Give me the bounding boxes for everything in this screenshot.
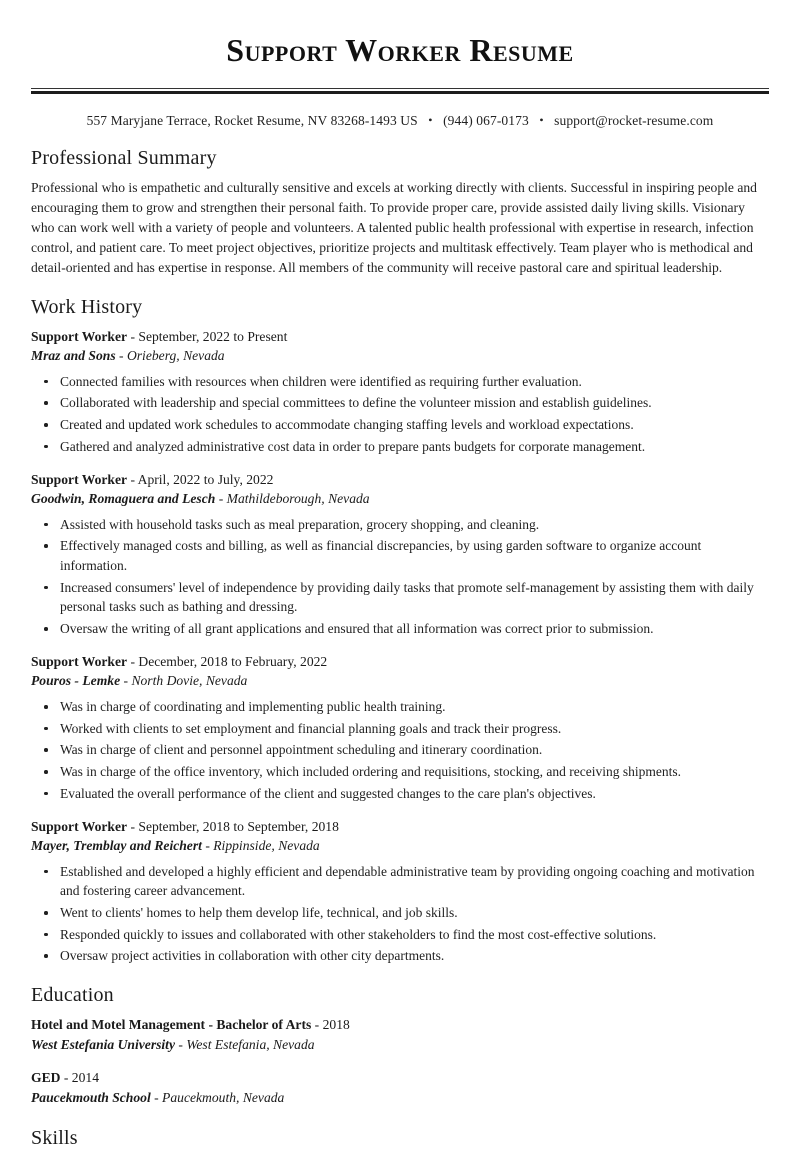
work-entry-dates: December, 2018 to February, 2022 <box>138 653 328 669</box>
work-entry-role: Support Worker <box>31 471 128 487</box>
list-item: Went to clients' homes to help them develop life, technical, and job skills. <box>31 903 769 923</box>
contact-line <box>31 113 769 129</box>
list-item: Oversaw project activities in collaboration with other city departments. <box>31 946 769 966</box>
work-entry <box>31 327 769 457</box>
work-entry-dash-2: - <box>115 348 127 364</box>
list-item: Oversaw the writing of all grant applications and ensured that all information was correct prior to submission. <box>31 619 769 639</box>
education-dash: - <box>311 1017 323 1033</box>
contact-separator-2: • <box>539 112 544 127</box>
work-entry-dash: - <box>127 653 139 669</box>
list-item: Was in charge of coordinating and implementing public health training. <box>31 697 769 717</box>
work-entry-dash: - <box>127 328 139 344</box>
list-item: Connected families with resources when children were identified as requiring further evaluation. <box>31 372 769 392</box>
contact-address: 557 Maryjane Terrace, Rocket Resume, NV 83268-1493 US <box>86 112 418 128</box>
list-item: Collaborated with leadership and special committees to define the volunteer mission and establish guidelines. <box>31 393 769 413</box>
work-entry <box>31 817 769 967</box>
education-year: 2014 <box>71 1069 99 1085</box>
work-entry-bullets <box>31 862 769 967</box>
work-entry-organization: Pouros - Lemke <box>31 673 121 689</box>
education-entry-header <box>31 1015 769 1035</box>
contact-phone: (944) 067-0173 <box>443 112 529 128</box>
education-entry-subheader <box>31 1088 769 1108</box>
work-entry-location: Rippinside, Nevada <box>213 838 320 854</box>
work-entry-header <box>31 470 769 490</box>
work-entry-location: Mathildeborough, Nevada <box>226 491 370 507</box>
work-entry-role: Support Worker <box>31 653 128 669</box>
work-entry-dates: April, 2022 to July, 2022 <box>137 471 274 487</box>
section-education <box>31 983 769 1107</box>
list-item: Was in charge of client and personnel appointment scheduling and itinerary coordination. <box>31 740 769 760</box>
section-heading-education: Education <box>31 984 114 1007</box>
education-dash: - <box>60 1069 72 1085</box>
education-location: Paucekmouth, Nevada <box>162 1089 285 1105</box>
education-school: Paucekmouth School <box>31 1089 151 1105</box>
work-entry-header <box>31 652 769 672</box>
work-entry-header <box>31 817 769 837</box>
list-item: Was in charge of the office inventory, which included ordering and requisitions, stocking, and receiving shipments. <box>31 762 769 782</box>
work-entry-dates: September, 2018 to September, 2018 <box>138 818 339 834</box>
education-entry <box>31 1068 769 1108</box>
summary-text: Professional who is empathetic and culturally sensitive and excels at working directly with clients. Successful in inspiring people and encouraging them to grow and strengthen their personal faith. To provide proper care, provide assisted daily living skills. Visionary who can work well with a variety of people and volunteers. A talented public health professional with expertise in research, infection control, and patient care. To meet project objectives, prioritize projects and multitask effectively. Team player who is methodical and detail-oriented and has expertise in response. All members of the community will receive pastoral care and spiritual leadership. <box>31 179 757 275</box>
work-entry <box>31 470 769 639</box>
list-item: Gathered and analyzed administrative cost data in order to prepare pants budgets for corporate management. <box>31 437 769 457</box>
section-heading-skills: Skills <box>31 1126 78 1149</box>
work-entry-header <box>31 327 769 347</box>
work-entry <box>31 652 769 804</box>
education-school: West Estefania University <box>31 1037 175 1052</box>
work-entry-dash-2: - <box>201 838 214 854</box>
section-skills <box>31 1126 769 1151</box>
work-entry-bullets <box>31 515 769 639</box>
work-entry-subheader <box>31 489 769 509</box>
work-entry-location: Orieberg, Nevada <box>126 348 225 364</box>
work-entry-role: Support Worker <box>31 818 128 834</box>
list-item: Effectively managed costs and billing, as well as financial discrepancies, by using garden software to organize account information. <box>31 536 769 575</box>
education-dash-2: - <box>150 1089 163 1105</box>
work-entry-location: North Dovie, Nevada <box>131 673 248 689</box>
list-item: Increased consumers' level of independence by providing daily tasks that promote self-management by assisting them with daily personal tasks such as bathing and dressing. <box>31 578 769 617</box>
work-entry-bullets <box>31 697 769 804</box>
work-entry-dates: September, 2022 to Present <box>138 328 288 344</box>
list-item: Created and updated work schedules to accommodate changing staffing levels and workload expectations. <box>31 415 769 435</box>
section-work-history <box>31 295 769 967</box>
header-divider <box>31 88 769 94</box>
section-professional-summary <box>31 146 769 278</box>
contact-separator-1: • <box>428 112 433 127</box>
contact-email: support@rocket-resume.com <box>554 112 714 128</box>
page-title: Support Worker Resume <box>226 32 574 68</box>
section-heading-summary: Professional Summary <box>31 146 217 169</box>
education-entry <box>31 1015 769 1055</box>
list-item: Worked with clients to set employment and financial planning goals and track their progress. <box>31 719 769 739</box>
work-entry-subheader <box>31 346 769 366</box>
work-entry-dash-2: - <box>120 673 132 689</box>
work-entry-subheader <box>31 836 769 856</box>
education-location: West Estefania, Nevada <box>186 1037 315 1052</box>
education-degree: GED <box>31 1069 61 1085</box>
work-entry-organization: Mayer, Tremblay and Reichert <box>31 838 202 854</box>
education-entry-header <box>31 1068 769 1088</box>
education-degree: Hotel and Motel Management - Bachelor of Arts <box>31 1017 312 1033</box>
work-entry-dash: - <box>127 471 138 487</box>
work-entry-organization: Mraz and Sons <box>31 348 116 364</box>
work-entry-subheader <box>31 671 769 691</box>
list-item: Assisted with household tasks such as meal preparation, grocery shopping, and cleaning. <box>31 515 769 535</box>
work-entry-dash: - <box>127 818 139 834</box>
list-item: Responded quickly to issues and collaborated with other stakeholders to find the most cost-effective solutions. <box>31 925 769 945</box>
work-entry-role: Support Worker <box>31 328 128 344</box>
education-entry-subheader <box>31 1035 769 1055</box>
work-entry-dash-2: - <box>215 491 227 507</box>
section-heading-work-history: Work History <box>31 295 143 318</box>
list-item: Evaluated the overall performance of the client and suggested changes to the care plan's objectives. <box>31 784 769 804</box>
work-entry-bullets <box>31 372 769 457</box>
list-item: Established and developed a highly efficient and dependable administrative team by providing ongoing coaching and motivation and fostering career advancement. <box>31 862 769 901</box>
education-dash-2: - <box>175 1037 187 1052</box>
education-year: 2018 <box>322 1017 350 1033</box>
work-entry-organization: Goodwin, Romaguera and Lesch <box>31 491 216 507</box>
